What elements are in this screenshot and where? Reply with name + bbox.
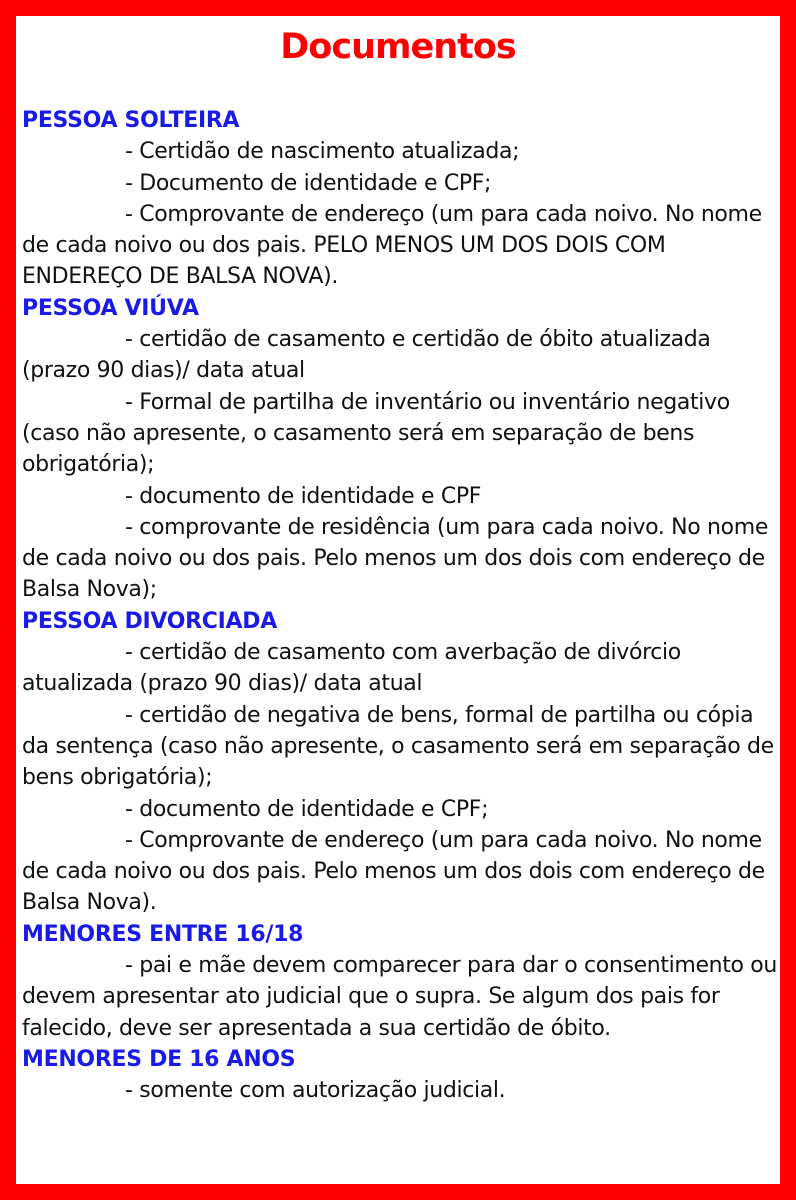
list-item: - comprovante de residência (um para cada noivo. No nome de cada noivo ou dos pais. Pelo menos um dos dois com endereço de Balsa Nova);	[22, 514, 769, 603]
section-heading: PESSOA SOLTEIRA	[22, 108, 240, 133]
list-item: - Formal de partilha de inventário ou inventário negativo (caso não apresente, o casamento será em separação de bens obrigatória);	[22, 389, 730, 478]
list-item: - somente com autorização judicial.	[125, 1078, 506, 1104]
list-item: - Comprovante de endereço (um para cada noivo. No nome de cada noivo ou dos pais. Pelo menos um dos dois com endereço de Balsa Nova).	[22, 827, 765, 916]
section	[22, 606, 782, 919]
list-item: - pai e mãe devem comparecer para dar o consentimento ou devem apresentar ato judicial que o supra. Se algum dos pais for falecido, deve ser apresentada a sua certidão de óbito.	[22, 953, 778, 1041]
list-item: - Comprovante de endereço (um para cada noivo. No nome de cada noivo ou dos pais. PELO MENOS UM DOS DOIS COM ENDEREÇO DE BALSA NOVA).	[22, 201, 762, 290]
list-item: - Certidão de nascimento atualizada;	[125, 139, 520, 165]
page-title: Documentos	[280, 27, 516, 67]
document-content	[22, 105, 782, 1107]
section	[22, 919, 782, 1044]
section-heading: MENORES ENTRE 16/18	[22, 921, 304, 947]
section	[22, 105, 782, 293]
list-item: - certidão de casamento com averbação de divórcio atualizada (prazo 90 dias)/ data atual	[22, 640, 681, 697]
list-item: - documento de identidade e CPF	[125, 483, 482, 509]
section	[22, 293, 782, 606]
list-item: - documento de identidade e CPF;	[125, 796, 489, 822]
list-item: - certidão de negativa de bens, formal de partilha ou cópia da sentença (caso não apresente, o casamento será em separação de bens obrigatória);	[22, 702, 774, 791]
list-item: - Documento de identidade e CPF;	[125, 170, 492, 196]
section-heading: PESSOA VIÚVA	[22, 295, 199, 321]
section-heading: MENORES DE 16 ANOS	[22, 1046, 296, 1072]
section-heading: PESSOA DIVORCIADA	[22, 608, 277, 634]
list-item: - certidão de casamento e certidão de óbito atualizada (prazo 90 dias)/ data atual	[22, 327, 711, 384]
section	[22, 1044, 782, 1107]
